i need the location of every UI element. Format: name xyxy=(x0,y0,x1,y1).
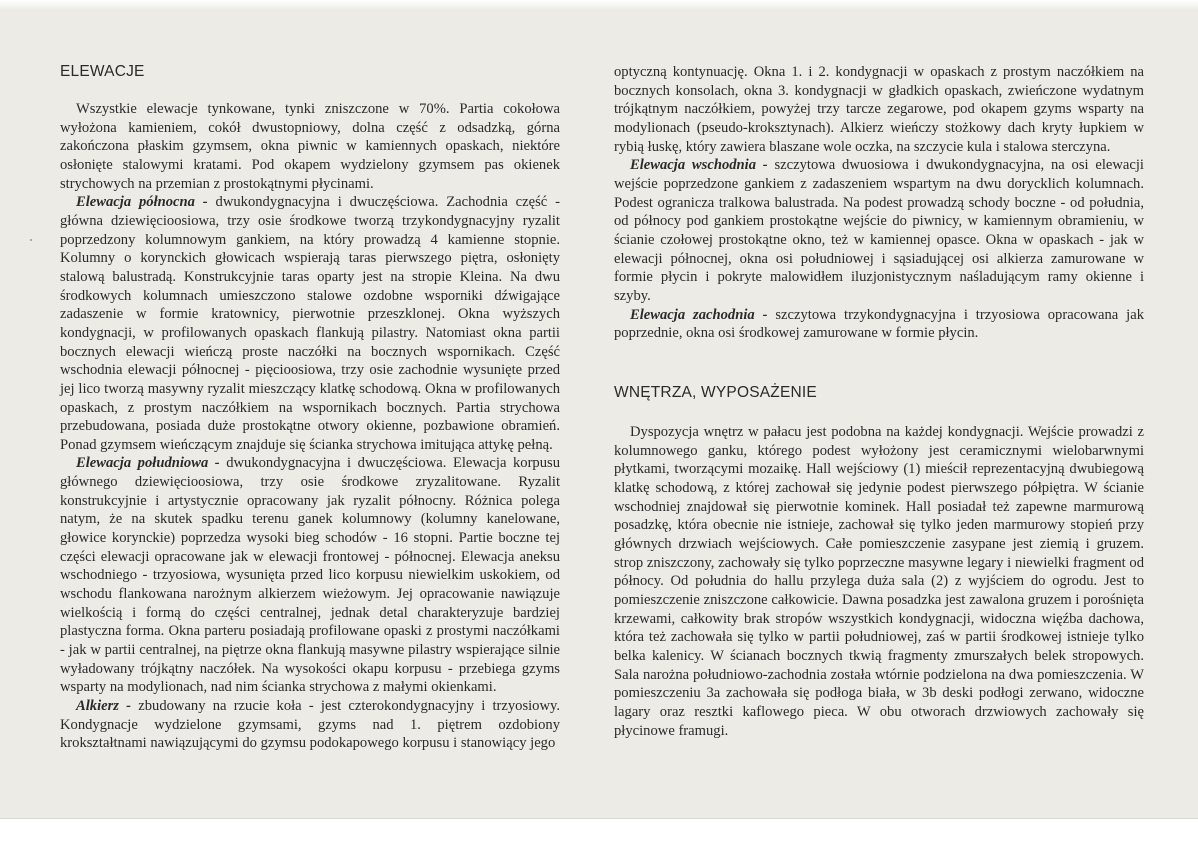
left-column xyxy=(60,100,560,753)
interiors-column xyxy=(614,423,1144,740)
paragraph-interiors xyxy=(614,423,1144,740)
paragraph-text: szczytowa trzykondygnacyjna i trzyosiowa opracowana jak poprzednie, okna osi środkowej zamurowane w formie płycin. xyxy=(614,306,1144,342)
paragraph-text: dwukondygnacyjna i dwuczęściowa. Zachodnia część - główna dziewięcioosiowa, trzy osie środkowe tworzą trzykondygnacyjny ryzalit poprzedzony kolumnowym gankiem, na który prowadzą 4 kamienne stopnie. Kolumny o korynckich głowicach wspierają taras pierwszego piętra, osłonięty stalową balustradą. Konstrukcyjnie taras oparty jest na stropie Kleina. Na dwu środkowych kolumnach umieszczono stalowe ozdobne wsporniki dźwigające zadaszenie w formie kratownicy, pierwotnie przeszklonej. Okna wyższych kondygnacji, w profilowanych opaskach flankują pilastry. Natomiast okna partii bocznych elewacji wieńczą proste naczółki na bocznych wspornikach. Część wschodnia elewacji północnej - pięcioosiowa, trzy osie zachodnie wysunięte przed jej lico tworzą masywny ryzalit mieszczący klatkę schodową. Okna w profilowanych opaskach, z prostym naczółkiem na wspornikach bocznych. Partia strychowa przebudowana, posiada duże prostokątne otwory okienne, pozbawione obramień. Ponad gzymsem wieńczącym znajduje się ścianka strychowa imitująca attykę pełną. xyxy=(60,194,560,453)
paragraph-alkierz-continued xyxy=(614,63,1144,156)
label-alkierz: Alkierz - xyxy=(76,698,132,714)
page-top-edge xyxy=(0,0,1198,10)
label-west-elevation: Elewacja zachodnia - xyxy=(630,306,768,323)
paragraph-text: dwukondygnacyjna i dwuczęściowa. Elewacja korpusu głównego dziewięcioosiowa, trzy osie środkowe zryzalitowane. Ryzalit konstrukcyjnie i artystycznie opracowany jak ryzalit północny. Różnica polega natym, że na skutek spadku terenu ganek kolumnowy (kolumny kanelowane, głowice korynckie) poprzedza wysoki bieg schodów - 16 stopni. Partie boczne tej części elewacji opracowane jak w elewacji frontowej - północnej. Elewacja aneksu wschodniego - trzyosiowa, wysunięta przed lico korpusu niewielkim uskokiem, od wschodu flankowana narożnym alkierzem wieżowym. Jej opracowanie nawiązuje wielkością i formą do części centralnej, jednak detal charakteryzuje bardziej plastyczna forma. Okna parteru posiadają profilowane opaski z prostymi naczółkami - jak w partii centralnej, na piętrze okna flankują masywne pilastry wspierające silnie wyładowany trójkątny naczółek. Na wysokości okapu korpusu - przebiega gzyms wsparty na modylionach, nad nim ścianka strychowa z małymi okienkami. xyxy=(60,455,560,696)
paragraph-text: zbudowany na rzucie koła - jest czterokondygnacyjny i trzyosiowy. Kondygnacje wydzielone gzymsami, gzyms nad 1. piętrem ozdobiony krokształtnami nawiązującymi do gzymsu podokapowego korpusu i stanowiący jego xyxy=(60,698,561,752)
section-heading-elewacje: ELEWACJE xyxy=(60,63,145,80)
label-south-elevation: Elewacja południowa - xyxy=(76,455,220,472)
paragraph-intro xyxy=(60,100,560,193)
label-north-elevation: Elewacja północna - xyxy=(76,194,208,211)
section-heading-wnetrza: WNĘTRZA, WYPOSAŻENIE xyxy=(614,384,817,401)
paragraph-south-elevation xyxy=(60,454,560,697)
paragraph-alkierz xyxy=(60,697,560,753)
paragraph-text: Wszystkie elewacje tynkowane, tynki zniszczone w 70%. Partia cokołowa wyłożona kamieniem, cokół dwustopniowy, dolna część z odsadzką, górna zakończona płaskim gzymsem, okna piwnic w kamiennych opaskach, niektóre osłonięte stalowymi kratami. Pod okapem wydzielony gzymsem pas okienek strychowych na przemian z prostokątnymi płycinami. xyxy=(60,101,560,192)
label-east-elevation: Elewacja wschodnia - xyxy=(630,157,768,174)
paragraph-text: optyczną kontynuację. Okna 1. i 2. kondygnacji w opaskach z prostym naczółkiem na bocznych konsolach, okna 3. kondygnacji w gładkich opaskach, zwieńczone wydatnym trójkątnym naczółkiem, powyżej trzy tarcze zegarowe, pod okapem gzyms wsparty na modylionach (pseudo-kroksztynach). Alkierz wieńczy stożkowy dach kryty łupkiem w rybią łuskę, który zawiera blaszane wole oczka, na szczycie kula i stalowa sterczyna. xyxy=(614,64,1144,155)
scan-speck xyxy=(30,239,32,241)
page-bottom-margin xyxy=(0,818,1198,850)
paragraph-east-elevation xyxy=(614,156,1144,305)
paragraph-text: szczytowa dwuosiowa i dwukondygnacyjna, na osi elewacji wejście poprzedzone gankiem z zadaszeniem wspartym na dwu dorycklich kolumnach. Podest ogranicza tralkowa balustrada. Na podest prowadzą schody boczne - od południa, od północy pod gankiem prostokątne wejście do piwnicy, w kamiennym obramieniu, w ścianie czołowej prostokątne okno, też w kamiennej opasce. Okna w opaskach - jak w elewacji północnej, okna osi południowej i sąsiadującej osi alkierza zamurowane w formie płycin i pokryte malowidłem iluzjonistycznym naśladującym ramy okienne i szyby. xyxy=(614,157,1144,304)
paragraph-text: Dyspozycja wnętrz w pałacu jest podobna na każdej kondygnacji. Wejście prowadzi z kolumnowego ganku, którego podest wyłożony jest ceramicznymi wielobarwnymi płytkami, tworzącymi mozaikę. Hall wejściowy (1) mieścił reprezentacyjną dwubiegową klatkę schodową, z której zachował się jedynie podest pierwszego półpiętra. W ścianie wschodniej znajdował się pierwotnie kominek. Hall posiadał też zapewne marmurową posadzkę, która obecnie nie istnieje, zachował się tylko jeden marmurowy stopień przy głównych drzwiach wejściowych. Całe pomieszczenie zasypane jest ziemią i gruzem. strop zniszczony, zachowały się tylko poprzeczne masywne legary i niewielki fragment od północy. Od południa do hallu przylega duża sala (2) z wyjściem do ogrodu. Jest to pomieszczenie zniszczone całkowicie. Dawna posadzka jest zawalona gruzem i porośnięta krzewami, całkowity brak stropów wszystkich kondygnacji, widoczna więźba dachowa, która też zachowała się tylko w partii południowej, zaś w partii środkowej istnieje tylko belka kalenicy. W ścianach bocznych tkwią fragmenty zmurszałych belek stropowych. Sala narożna południowo-zachodnia została wtórnie podzielona na dwa pomieszczenia. W pomieszczeniu 3a zachowała się podłoga biała, w 3b deski podłogi zerwano, widoczne lagary oraz resztki kaflowego pieca. W obu otworach drzwiowych zachowały się płycinowe framugi. xyxy=(614,424,1144,739)
paragraph-west-elevation xyxy=(614,306,1144,343)
right-column xyxy=(614,63,1144,343)
paragraph-north-elevation xyxy=(60,193,560,454)
